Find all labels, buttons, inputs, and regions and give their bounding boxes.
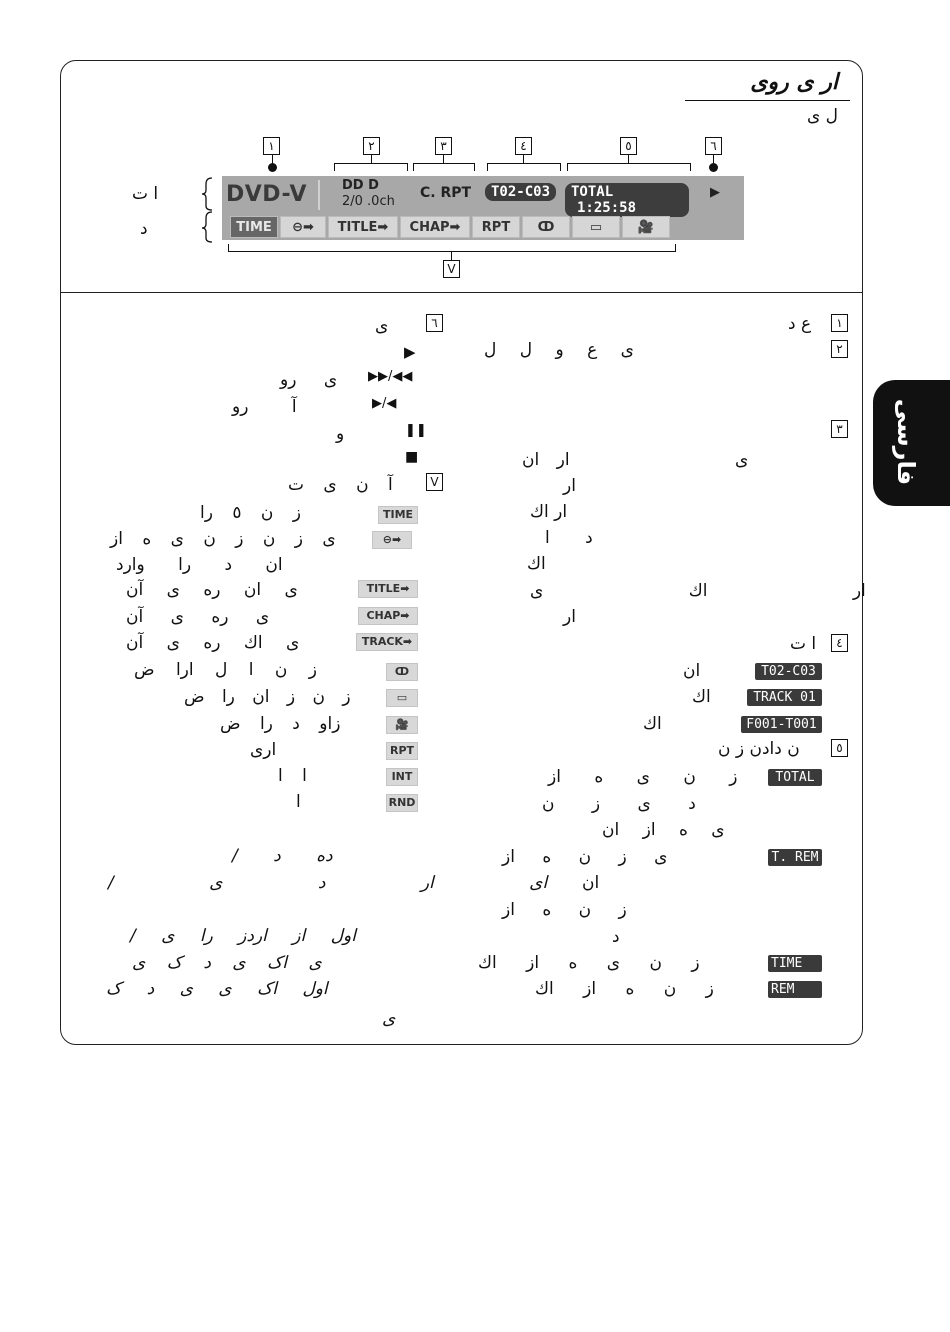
item-3-line-2: ار ان: [522, 450, 570, 470]
callout-1: ١: [263, 137, 280, 155]
note-line-4: ی اک ی د ک ی: [132, 953, 322, 973]
pause-icon: ❚❚: [405, 423, 427, 438]
osd-brace-icon: [200, 176, 216, 244]
callout-5-bracket: [567, 163, 691, 171]
item-3-line-5: د ا: [545, 528, 593, 548]
bar-row-title-text: ی ان ره ی آن: [126, 580, 298, 600]
display-folder-track: F001-T001: [741, 716, 822, 733]
total-tag: TOTAL: [768, 769, 822, 786]
osd-total-time-box: [565, 183, 689, 217]
play-row-4-text: و: [336, 424, 345, 444]
item-3-line-3: ار: [563, 476, 576, 496]
callout-4-bracket: [487, 163, 561, 171]
osd-panel: [222, 176, 744, 240]
bar-row-track-text: ی اك ره ی آن: [126, 633, 300, 653]
note-line-6: ی: [382, 1009, 396, 1029]
tag-title: TITLE➡: [358, 580, 418, 598]
play-icon: ▶: [404, 343, 416, 361]
bar-row-audio-text: ز ن ا ل ارا ض: [134, 660, 317, 680]
tag-track: TRACK➡: [356, 633, 418, 651]
time-remaining-tag: T. REM: [768, 849, 822, 866]
item-2-text: ی ع و ل ل: [484, 340, 634, 360]
callout-3: ٣: [435, 137, 452, 155]
bar-row-time-search-text: ی ز ن ز ن ی ه از: [110, 529, 336, 549]
bar-title-button[interactable]: TITLE➡: [328, 216, 398, 238]
item-3-line-1: ی: [735, 450, 749, 470]
section-divider: [60, 292, 863, 293]
display-track: TRACK 01: [747, 689, 822, 706]
language-tab-label: فارسی: [892, 398, 921, 486]
stop-icon: ■: [405, 449, 419, 465]
angle-icon: 🎥: [386, 716, 418, 734]
callout-7: V: [443, 260, 460, 278]
callout-7-line: [451, 252, 452, 260]
display-title-chapter: T02-C03: [755, 663, 822, 680]
bar-row-intro-text: ا ا: [278, 766, 307, 786]
bar-repeat-button[interactable]: RPT: [472, 216, 520, 238]
slow-motion-icon: ▶/◀: [372, 396, 397, 411]
play-status-icon: ▶: [710, 185, 720, 200]
fast-forward-reverse-icon: ▶▶/◀◀: [368, 369, 413, 384]
osd-row2-label: د: [140, 219, 148, 239]
time-tag: TIME: [768, 955, 822, 972]
page-title: ار ی روی: [750, 70, 838, 95]
display-folder-track-text: اك: [643, 714, 662, 734]
trem-line-2: ان: [582, 873, 600, 893]
time-line: ز ن ی ه از اك: [478, 953, 700, 973]
item-1-number: ١: [831, 314, 848, 332]
item-7-text: آ ن ی ت: [288, 475, 393, 495]
tag-repeat: RPT: [386, 742, 418, 760]
trem-line-3: ز ن ه از: [502, 900, 627, 920]
page-subtitle: ل ی: [806, 106, 838, 126]
item-6-number: ٦: [426, 314, 443, 332]
remaining-line: ز ن ه از اك: [535, 979, 714, 999]
item-2-number: ٢: [831, 340, 848, 358]
note-line-3: / اول از اردز را ی: [130, 926, 356, 946]
bar-row-subtitle-text: ز ن ز ان را ض: [184, 687, 351, 707]
bar-row-angle-text: زاو د را ض: [220, 714, 341, 734]
item-4-number: ٤: [831, 634, 848, 652]
osd-title-chapter: T02-C03: [485, 183, 556, 201]
callout-6-line: [713, 155, 714, 165]
callout-1-line: [272, 155, 273, 165]
item-3-number: ٣: [831, 420, 848, 438]
total-line-2: د ی ز ن: [542, 794, 696, 814]
item-7-number: V: [426, 473, 443, 491]
callout-4: ٤: [515, 137, 532, 155]
callout-2-line: [371, 155, 372, 163]
audio-icon: ↀ: [386, 663, 418, 681]
item-3-line-4: ار اك: [530, 502, 568, 522]
callout-3-line: [443, 155, 444, 163]
callout-7-bracket: [228, 244, 676, 252]
remaining-tag: REM: [768, 981, 822, 998]
trem-line-4: د: [612, 927, 620, 947]
language-tab: [873, 380, 950, 506]
note-line-5: اول اک ی ی د ک: [106, 979, 328, 999]
item-3-line-7: ار اك ی: [530, 581, 866, 601]
bar-row-time-search-text-2: ان د را وارد: [116, 555, 283, 575]
display-title-chapter-text: ان: [683, 661, 701, 681]
osd-repeat-mode: C. RPT: [420, 185, 472, 201]
bar-subtitle-button[interactable]: ▭: [572, 216, 620, 238]
item-5-text: ن دادن ز ن: [718, 739, 800, 759]
bar-row-random-text: ا: [296, 792, 301, 812]
osd-separator: [318, 180, 320, 210]
item-3-line-6: اك: [527, 554, 546, 574]
subtitle-icon: ▭: [386, 689, 418, 707]
osd-status-row: [222, 176, 744, 216]
title-underline: [685, 100, 850, 101]
item-3-line-8: ار: [563, 607, 576, 627]
item-1-text: ع د: [788, 314, 812, 334]
item-5-number: ٥: [831, 739, 848, 757]
bar-audio-button[interactable]: ↀ: [522, 216, 570, 238]
tag-intro: INT: [386, 768, 418, 786]
callout-5: ٥: [620, 137, 637, 155]
bar-chapter-button[interactable]: CHAP➡: [400, 216, 470, 238]
trem-line-1: ی ز ن ه از: [502, 847, 668, 867]
note-line-2: / ای ار د ی: [108, 873, 548, 893]
dolby-digital-icon: DD D: [342, 178, 379, 193]
bar-angle-button[interactable]: 🎥: [622, 216, 670, 238]
tag-chapter: CHAP➡: [358, 607, 418, 625]
osd-row1-label: ا ت: [132, 184, 159, 204]
tag-time: TIME: [378, 506, 418, 524]
display-track-text: اك: [692, 687, 711, 707]
osd-total-label: TOTAL: [571, 184, 614, 200]
callout-2: ٢: [363, 137, 380, 155]
osd-channels: 2/0 .0ch: [342, 194, 395, 209]
bar-time-search-button[interactable]: ⊖➡: [280, 216, 326, 238]
osd-total-time: 1:25:58: [577, 200, 637, 216]
play-row-2-text: ی رو: [280, 370, 338, 390]
play-row-3-text: آ رو: [232, 397, 297, 417]
total-line-1: ز ن ی ه از: [548, 767, 738, 787]
callout-5-line: [628, 155, 629, 163]
note-line-1: / ده د: [232, 846, 333, 866]
bar-time-button[interactable]: TIME: [230, 216, 278, 238]
callout-3-bracket: [413, 163, 475, 171]
item-6-text: ی: [375, 316, 389, 336]
callout-6: ٦: [705, 137, 722, 155]
osd-disc-type: DVD-V: [226, 182, 308, 207]
bar-row-time-text: ز ن ٥ را: [200, 503, 301, 523]
bar-row-repeat-text: اری: [250, 740, 277, 760]
tag-random: RND: [386, 794, 418, 812]
callout-2-bracket: [334, 163, 408, 171]
total-line-3: ی ه از ان: [602, 820, 725, 840]
tag-time-search: ⊖➡: [372, 531, 412, 549]
bar-row-chapter-text: ی ره ی آن: [126, 607, 270, 627]
item-4-text: ا ت: [790, 634, 817, 654]
callout-4-line: [523, 155, 524, 163]
